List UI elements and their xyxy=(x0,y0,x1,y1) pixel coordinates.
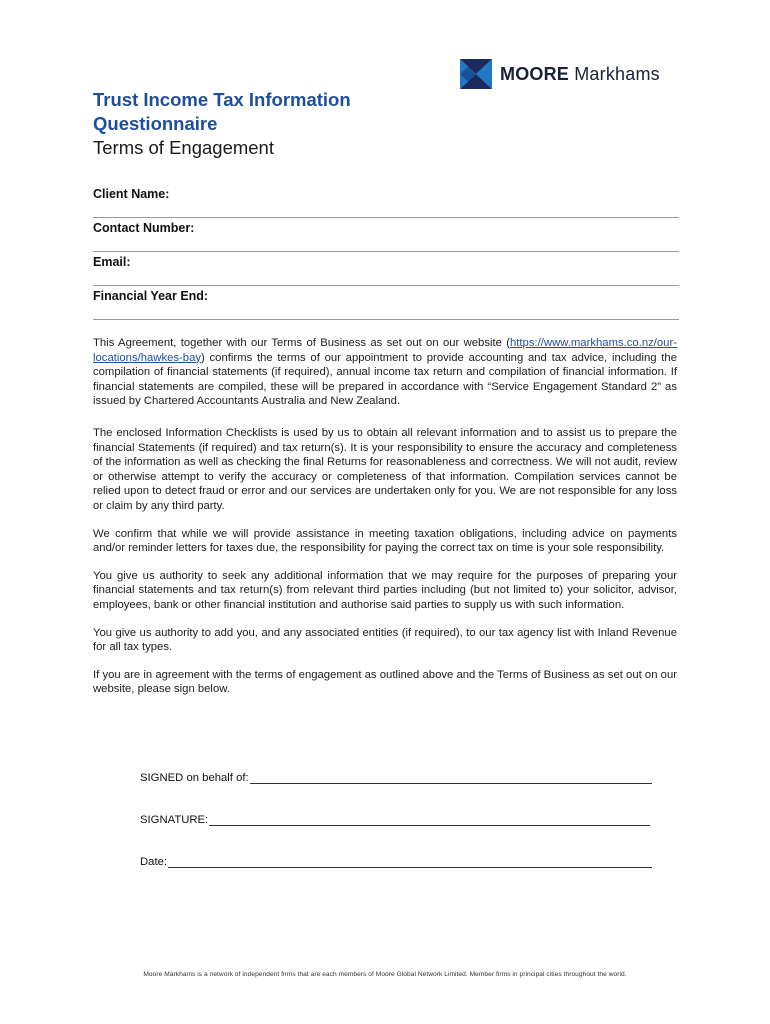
authority-paragraph: You give us authority to seek any additional information that we may require for the purposes of preparing your financial statements and tax return(s) from relevant third parties including (but not limited to) your solicitor, advisor, employees, bank or other financial institution and authorise said parties to supply us with such information. xyxy=(93,569,677,611)
agreement-body xyxy=(93,336,677,710)
agreement-paragraph xyxy=(93,336,677,409)
title-block xyxy=(93,88,473,160)
moore-markhams-logo xyxy=(460,58,660,90)
date-row[interactable] xyxy=(140,856,652,868)
client-name-label: Client Name: xyxy=(93,187,170,201)
signature-label: SIGNATURE: xyxy=(140,814,209,826)
signature-row[interactable] xyxy=(140,814,650,826)
signed-on-behalf-line[interactable] xyxy=(250,773,652,784)
logo-brand-strong: MOORE xyxy=(500,63,570,84)
client-name-field[interactable] xyxy=(93,184,679,218)
paragraph-text: This Agreement, together with our Terms of Business as set out on our website ( xyxy=(93,337,510,349)
logo-brand-light: Markhams xyxy=(574,63,660,84)
page-title-line1: Trust Income Tax Information xyxy=(93,89,351,110)
financial-year-end-field[interactable] xyxy=(93,286,679,320)
signed-on-behalf-label: SIGNED on behalf of: xyxy=(140,772,249,784)
contact-number-label: Contact Number: xyxy=(93,221,195,235)
contact-number-field[interactable] xyxy=(93,218,679,252)
signed-on-behalf-row[interactable] xyxy=(140,772,652,784)
email-field[interactable] xyxy=(93,252,679,286)
website-link[interactable]: https://www.markhams.co.nz/our-locations/hawkes-bay xyxy=(93,337,677,364)
taxation-paragraph: We confirm that while we will provide assistance in meeting taxation obligations, including advice on payments and/or reminder letters for taxes due, the responsibility for paying the correct tax on time is your sole responsibility. xyxy=(93,527,677,555)
page-title-line2: Questionnaire xyxy=(93,113,218,134)
logo-wordmark xyxy=(500,64,660,85)
tax-agency-paragraph: You give us authority to add you, and any associated entities (if required), to our tax agency list with Inland Revenue for all tax types. xyxy=(93,626,677,654)
paragraph-text: ) confirms the terms of our appointment to provide accounting and tax advice, including the compilation of financial statements (if required), annual income tax return and compilation of financial information. If financial statements are compiled, these will be prepared in accordance with “Service Engagement Standard 2” as issued by Chartered Accountants Australia and New Zealand. xyxy=(93,351,677,408)
date-line[interactable] xyxy=(168,857,652,868)
email-label: Email: xyxy=(93,255,131,269)
agreement-sign-paragraph: If you are in agreement with the terms of engagement as outlined above and the Terms of Business as set out on our website, please sign below. xyxy=(93,668,677,696)
checklist-paragraph: The enclosed Information Checklists is used by us to obtain all relevant information and to assist us to prepare the financial Statements (if required) and tax return(s). It is your responsibility to ensure the accuracy and completeness of the information as well as checking the final Returns for reasonableness and correctness. We will not audit, review or otherwise attempt to verify the accuracy or completeness of that information. Compilation services cannot be relied upon to detect fraud or error and our services are undertaken only for you. We are not responsible for any loss or claim by any third party. xyxy=(93,426,677,512)
moore-chevron-icon xyxy=(460,59,492,89)
client-fields xyxy=(93,184,679,320)
page-subtitle: Terms of Engagement xyxy=(93,137,274,158)
financial-year-end-label: Financial Year End: xyxy=(93,289,209,303)
signature-line[interactable] xyxy=(209,815,650,826)
date-label: Date: xyxy=(140,856,168,868)
footer-disclaimer: Moore Markhams is a network of independent firms that are each members of Moore Global Network Limited. Member firms in principal cities throughout the world. xyxy=(143,971,627,978)
